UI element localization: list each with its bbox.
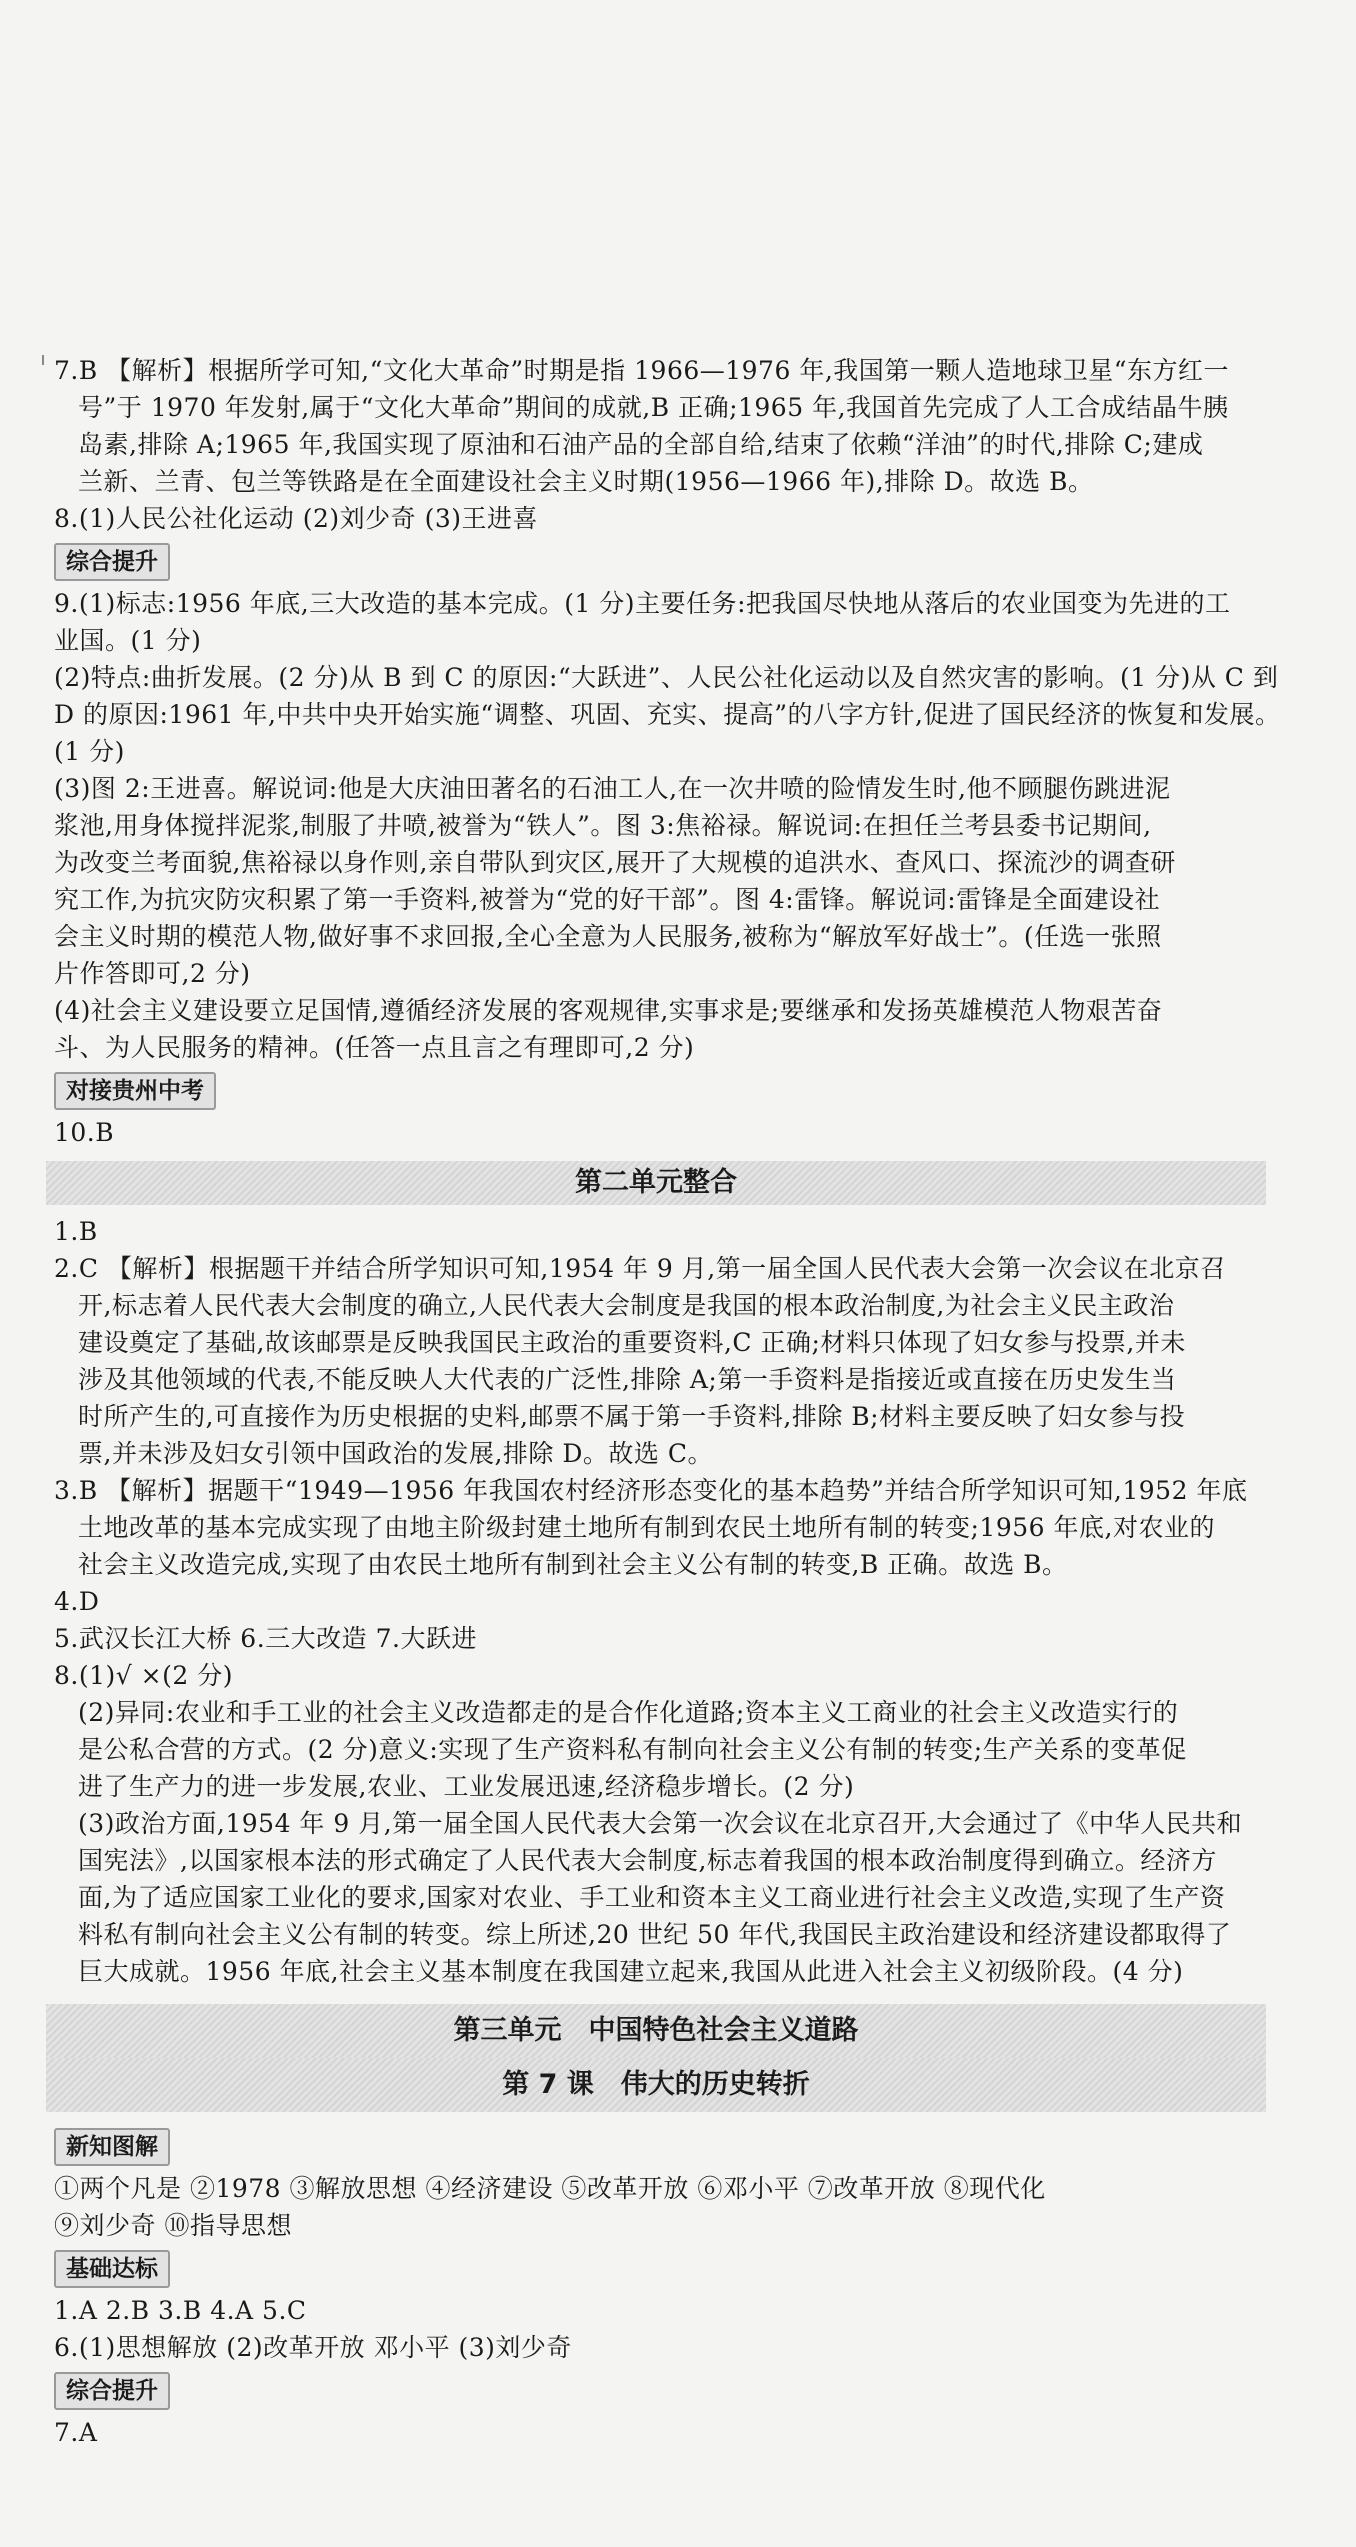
text-line: 是公私合营的方式。(2 分)意义:实现了生产资料私有制向社会主义公有制的转变;生产关系的变革促 <box>78 1735 1187 1764</box>
text-line: 3.B 【解析】据题干“1949—1956 年我国农村经济形态变化的基本趋势”并结合所学知识可知,1952 年底 <box>54 1476 1248 1505</box>
text-line: (2)特点:曲折发展。(2 分)从 B 到 C 的原因:“大跃进”、人民公社化运动以及自然灾害的影响。(1 分)从 C 到 <box>54 663 1279 692</box>
text-line: 巨大成就。1956 年底,社会主义基本制度在我国建立起来,我国从此进入社会主义初级阶段。(4 分) <box>78 1957 1184 1986</box>
section-tag-jichu: 基础达标 <box>54 2250 170 2288</box>
text-line: (1 分) <box>54 737 125 766</box>
text-line: 浆池,用身体搅拌泥浆,制服了井喷,被誉为“铁人”。图 3:焦裕禄。解说词:在担任兰考县委书记期间, <box>54 811 1152 840</box>
text-line: 会主义时期的模范人物,做好事不求回报,全心全意为人民服务,被称为“解放军好战士”。(任选一张照 <box>54 922 1162 951</box>
text-line: 号”于 1970 年发射,属于“文化大革命”期间的成就,B 正确;1965 年,我国首先完成了人工合成结晶牛胰 <box>78 393 1229 422</box>
unit2-answers <box>54 1213 1274 1990</box>
section-tag-xinzhi: 新知图解 <box>54 2128 170 2166</box>
text-line: 票,并未涉及妇女引领中国政治的发展,排除 D。故选 C。 <box>78 1439 713 1468</box>
unit3-heading: 第三单元 中国特色社会主义道路 <box>46 2004 1266 2058</box>
q7-answer: 7.A <box>54 2418 98 2447</box>
text-line: 面,为了适应国家工业化的要求,国家对农业、手工业和资本主义工商业进行社会主义改造,实现了生产资 <box>78 1883 1226 1912</box>
section-tag-zonghe-2: 综合提升 <box>54 2372 170 2410</box>
text-line: 为改变兰考面貌,焦裕禄以身作则,亲自带队到灾区,展开了大规模的追洪水、查风口、探流沙的调查研 <box>54 848 1176 877</box>
text-line: 时所产生的,可直接作为历史根据的史料,邮票不属于第一手资料,排除 B;材料主要反映了妇女参与投 <box>78 1402 1186 1431</box>
text-line: 5.武汉长江大桥 6.三大改造 7.大跃进 <box>54 1624 477 1653</box>
text-line: 进了生产力的进一步发展,农业、工业发展迅速,经济稳步增长。(2 分) <box>78 1772 855 1801</box>
text-line: 开,标志着人民代表大会制度的确立,人民代表大会制度是我国的根本政治制度,为社会主义民主政治 <box>78 1291 1175 1320</box>
margin-rule <box>42 355 44 365</box>
text-line: (2)异同:农业和手工业的社会主义改造都走的是合作化道路;资本主义工商业的社会主义改造实行的 <box>78 1698 1179 1727</box>
answer-content <box>54 352 1281 2451</box>
text-line: 1.A 2.B 3.B 4.A 5.C <box>54 2296 307 2325</box>
text-line: 岛素,排除 A;1965 年,我国实现了原油和石油产品的全部自给,结束了依赖“洋油”的时代,排除 C;建成 <box>78 430 1204 459</box>
unit2-heading: 第二单元整合 <box>46 1161 1266 1205</box>
text-line: 8.(1)人民公社化运动 (2)刘少奇 (3)王进喜 <box>54 504 538 533</box>
text-line: 4.D <box>54 1587 100 1616</box>
text-line: 究工作,为抗灾防灾积累了第一手资料,被誉为“党的好干部”。图 4:雷锋。解说词:雷锋是全面建设社 <box>54 885 1161 914</box>
jichu-answers <box>54 2292 1274 2366</box>
text-line: 涉及其他领域的代表,不能反映人大代表的广泛性,排除 A;第一手资料是指接近或直接在历史发生当 <box>78 1365 1177 1394</box>
xinzhi-answers <box>54 2170 1274 2244</box>
text-line: (3)政治方面,1954 年 9 月,第一届全国人民代表大会第一次会议在北京召开,大会通过了《中华人民共和 <box>78 1809 1243 1838</box>
text-line: 业国。(1 分) <box>54 626 202 655</box>
text-line: 8.(1)√ ×(2 分) <box>54 1661 233 1690</box>
q9-answer <box>54 585 1281 1066</box>
text-line: 6.(1)思想解放 (2)改革开放 邓小平 (3)刘少奇 <box>54 2333 572 2362</box>
text-line: 社会主义改造完成,实现了由农民土地所有制到社会主义公有制的转变,B 正确。故选 B。 <box>78 1550 1068 1579</box>
text-line: 2.C 【解析】根据题干并结合所学知识可知,1954 年 9 月,第一届全国人民代表大会第一次会议在北京召 <box>54 1254 1226 1283</box>
text-line: ①两个凡是 ②1978 ③解放思想 ④经济建设 ⑤改革开放 ⑥邓小平 ⑦改革开放 ⑧现代化 <box>54 2174 1046 2203</box>
text-line: 斗、为人民服务的精神。(任答一点且言之有理即可,2 分) <box>54 1033 695 1062</box>
text-line: 9.(1)标志:1956 年底,三大改造的基本完成。(1 分)主要任务:把我国尽快地从落后的农业国变为先进的工 <box>54 589 1231 618</box>
text-line: 1.B <box>54 1217 98 1246</box>
text-line: ⑨刘少奇 ⑩指导思想 <box>54 2211 292 2240</box>
text-line: D 的原因:1961 年,中共中央开始实施“调整、巩固、充实、提高”的八字方针,促进了国民经济的恢复和发展。 <box>54 700 1281 729</box>
section-tag-zonghe: 综合提升 <box>54 543 170 581</box>
text-line: 料私有制向社会主义公有制的转变。综上所述,20 世纪 50 年代,我国民主政治建设和经济建设都取得了 <box>78 1920 1232 1949</box>
section-tag-guizhou: 对接贵州中考 <box>54 1072 216 1110</box>
text-line: (4)社会主义建设要立足国情,遵循经济发展的客观规律,实事求是;要继承和发扬英雄模范人物艰苦奋 <box>54 996 1163 1025</box>
text-line: 兰新、兰青、包兰等铁路是在全面建设社会主义时期(1956—1966 年),排除 D。故选 B。 <box>78 467 1094 496</box>
text-line: 土地改革的基本完成实现了由地主阶级封建土地所有制到农民土地所有制的转变;1956 年底,对农业的 <box>78 1513 1215 1542</box>
text-line: 片作答即可,2 分) <box>54 959 251 988</box>
q10-answer: 10.B <box>54 1118 115 1147</box>
lesson7-heading: 第 7 课 伟大的历史转折 <box>46 2058 1266 2112</box>
text-line: 7.B 【解析】根据所学可知,“文化大革命”时期是指 1966—1976 年,我国第一颗人造地球卫星“东方红一 <box>54 356 1230 385</box>
text-line: 建设奠定了基础,故该邮票是反映我国民主政治的重要资料,C 正确;材料只体现了妇女参与投票,并未 <box>78 1328 1186 1357</box>
text-line: 国宪法》,以国家根本法的形式确定了人民代表大会制度,标志着我国的根本政治制度得到确立。经济方 <box>78 1846 1217 1875</box>
q7-analysis <box>54 352 1274 537</box>
text-line: (3)图 2:王进喜。解说词:他是大庆油田著名的石油工人,在一次井喷的险情发生时,他不顾腿伤跳进泥 <box>54 774 1171 803</box>
